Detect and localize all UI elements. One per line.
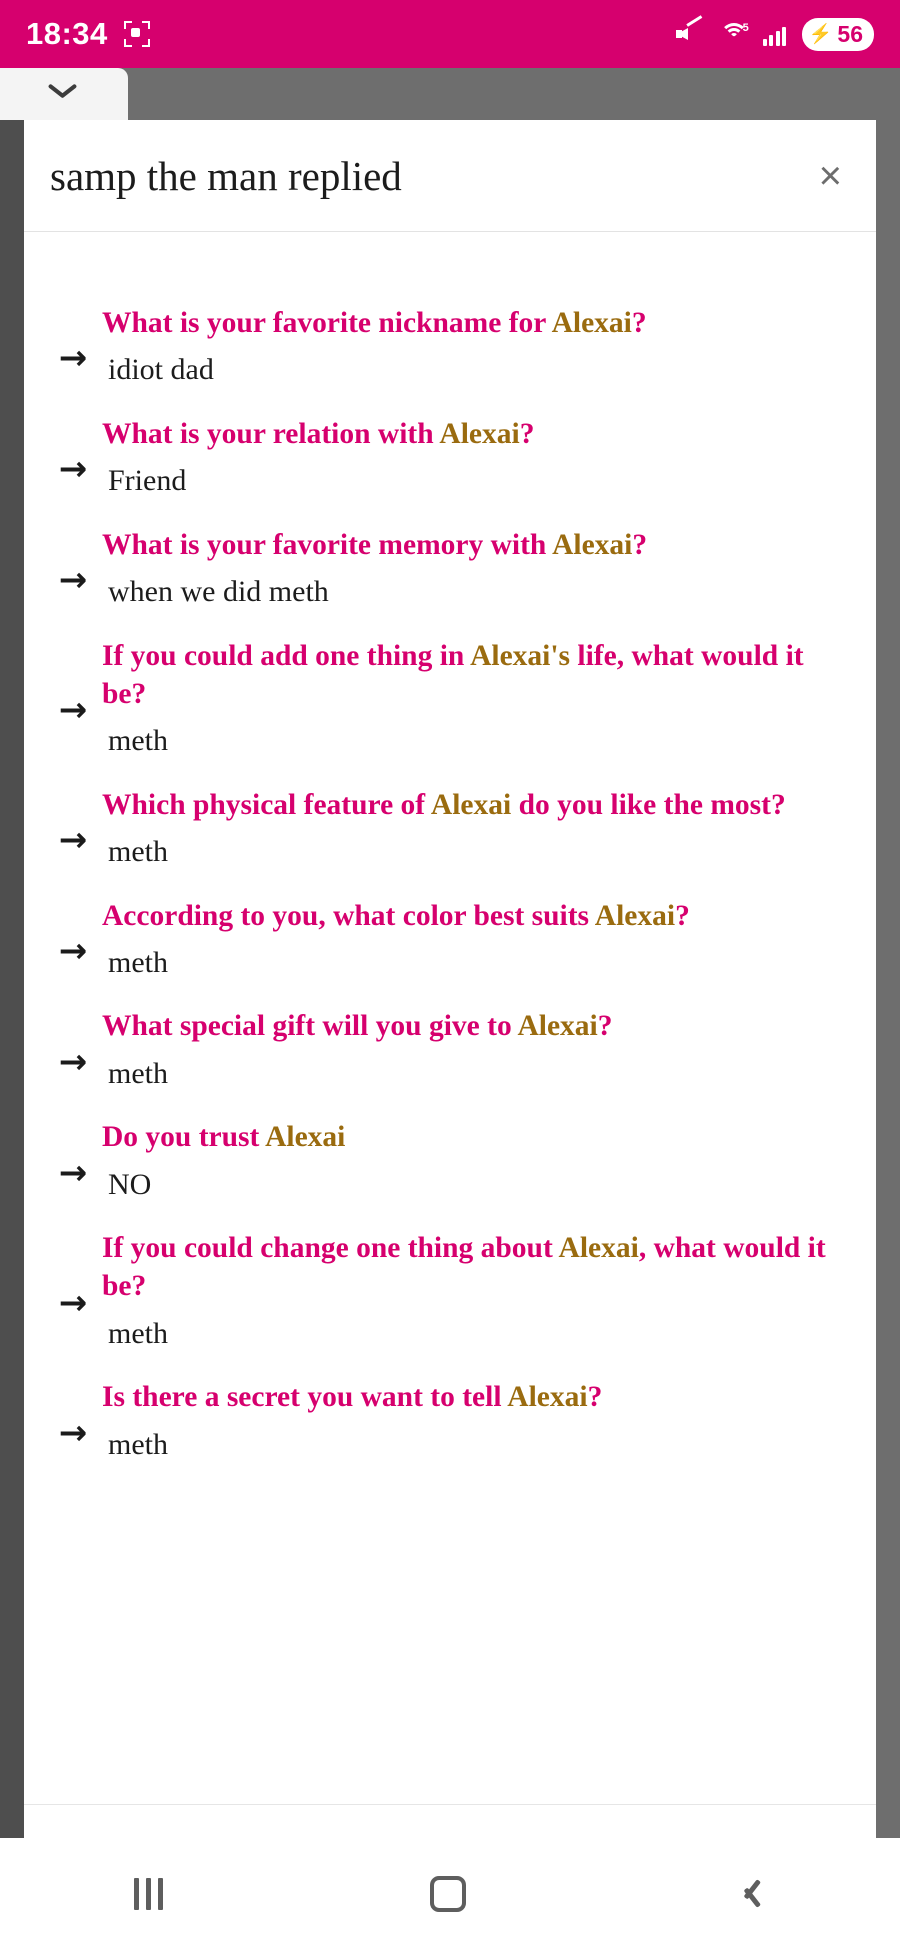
- battery-percent: 56: [837, 20, 863, 47]
- list-item: [44, 1118, 856, 1223]
- question-part-a: What is your relation with: [102, 417, 440, 450]
- arrow-right-icon: →: [58, 930, 88, 971]
- qa-list: [24, 232, 876, 1804]
- left-gutter: [0, 120, 24, 1838]
- chevron-down-icon: [49, 86, 79, 102]
- arrow-right-icon: →: [58, 1041, 88, 1082]
- arrow-column: [44, 526, 102, 631]
- question-text: [102, 1229, 846, 1306]
- arrow-right-icon: →: [58, 560, 88, 601]
- arrow-column: [44, 1229, 102, 1372]
- battery-indicator: [802, 18, 874, 51]
- card-header: [24, 120, 876, 232]
- android-navigation-bar: [0, 1838, 900, 1950]
- status-clock: 18:34: [26, 16, 108, 51]
- question-part-b: life, what would it be?: [102, 639, 804, 710]
- question-part-a: Is there a secret you want to tell: [102, 1381, 508, 1414]
- question-part-a: If you could add one thing in: [102, 639, 471, 672]
- question-part-a: What is your favorite memory with: [102, 528, 553, 561]
- right-gutter: [876, 120, 900, 1838]
- question-part-b: ?: [632, 528, 648, 561]
- back-icon[interactable]: [733, 1877, 767, 1911]
- list-item: [44, 637, 856, 780]
- list-item: [44, 304, 856, 409]
- question-part-a: If you could change one thing about: [102, 1232, 559, 1265]
- qa-body: [102, 897, 856, 1002]
- qa-body: [102, 1118, 856, 1223]
- qa-body: [102, 526, 856, 631]
- qa-body: [102, 637, 856, 780]
- wifi-badge: 5: [742, 22, 749, 34]
- status-bar-right: [675, 18, 874, 51]
- qa-body: [102, 1378, 856, 1483]
- arrow-right-icon: →: [58, 1412, 88, 1453]
- subject-name: Alexai: [594, 899, 676, 932]
- reply-card: [24, 120, 876, 1838]
- status-bar-left: [26, 16, 150, 52]
- arrow-right-icon: →: [58, 449, 88, 490]
- page-viewport: [0, 120, 900, 1838]
- list-item: [44, 1378, 856, 1483]
- question-part-b: , what would it be?: [102, 1232, 826, 1303]
- arrow-right-icon: →: [58, 1152, 88, 1193]
- question-text: [102, 1378, 846, 1416]
- subject-name: Alexai: [517, 1010, 598, 1043]
- question-text: [102, 526, 846, 564]
- question-part-b: ?: [587, 1381, 603, 1414]
- recents-icon[interactable]: [134, 1878, 163, 1910]
- collapse-toolbar-button[interactable]: [0, 68, 128, 120]
- question-text: [102, 304, 846, 342]
- question-part-a: Which physical feature of: [102, 788, 431, 821]
- question-part-b: ?: [631, 307, 647, 339]
- arrow-column: [44, 637, 102, 780]
- question-text: [102, 1007, 846, 1045]
- arrow-column: [44, 897, 102, 1002]
- subject-name: Alexai: [439, 417, 520, 450]
- answer-text: meth: [108, 835, 168, 869]
- volume-mute-icon: [675, 21, 705, 47]
- qa-body: [102, 304, 856, 409]
- arrow-column: [44, 415, 102, 520]
- arrow-column: [44, 1007, 102, 1112]
- list-item: [44, 1229, 856, 1372]
- question-part-a: According to you, what color best suits: [102, 899, 595, 932]
- arrow-column: [44, 1378, 102, 1483]
- answer-text: meth: [108, 1316, 168, 1350]
- arrow-right-icon: →: [58, 690, 88, 731]
- list-item: [44, 1007, 856, 1112]
- answer-text: meth: [108, 1427, 168, 1461]
- arrow-column: [44, 786, 102, 891]
- question-text: [102, 637, 846, 714]
- card-footer: [24, 1804, 876, 1838]
- question-part-b: ?: [675, 899, 690, 932]
- question-part-a: Do you trust: [102, 1121, 266, 1154]
- answer-text: meth: [108, 724, 168, 758]
- wifi-icon: [718, 21, 750, 47]
- subject-name: Alexai: [552, 528, 633, 561]
- subject-name: Alexai: [558, 1232, 639, 1265]
- list-item: [44, 897, 856, 1002]
- arrow-right-icon: →: [58, 338, 88, 379]
- qa-body: [102, 1229, 856, 1372]
- arrow-right-icon: →: [58, 1282, 88, 1323]
- subject-name: Alexai: [551, 307, 632, 339]
- arrow-column: [44, 1118, 102, 1223]
- subject-name: Alexai: [507, 1381, 588, 1414]
- status-bar: [0, 0, 900, 68]
- list-item: [44, 786, 856, 891]
- qa-body: [102, 1007, 856, 1112]
- arrow-right-icon: →: [58, 820, 88, 861]
- list-item: [44, 526, 856, 631]
- page-title: samp the man replied: [50, 152, 402, 199]
- home-icon[interactable]: [430, 1876, 466, 1912]
- question-text: [102, 1118, 846, 1156]
- question-text: [102, 897, 846, 935]
- subject-name: Alexai: [265, 1121, 346, 1154]
- question-text: [102, 415, 846, 453]
- subject-name: Alexai: [430, 788, 512, 821]
- list-item: [44, 415, 856, 520]
- question-part-b: do you like the most?: [511, 788, 786, 821]
- question-text: [102, 786, 846, 824]
- answer-text: meth: [108, 945, 168, 979]
- answer-text: idiot dad: [108, 353, 214, 387]
- answer-text: NO: [108, 1167, 152, 1201]
- qa-body: [102, 786, 856, 891]
- browser-tab-strip: [0, 68, 900, 120]
- screenshot-icon: [124, 21, 150, 47]
- question-part-b: ?: [597, 1010, 613, 1043]
- answer-text: when we did meth: [108, 575, 329, 609]
- question-part-a: What is your favorite nickname for: [102, 307, 552, 339]
- question-part-a: What special gift will you give to: [102, 1010, 518, 1043]
- answer-text: Friend: [108, 464, 187, 498]
- arrow-column: [44, 304, 102, 409]
- close-icon[interactable]: ×: [818, 153, 842, 198]
- answer-text: meth: [108, 1056, 168, 1090]
- subject-name: Alexai's: [470, 639, 571, 672]
- battery-charging-icon: ⚡: [808, 23, 833, 45]
- question-part-b: ?: [519, 417, 535, 450]
- qa-body: [102, 415, 856, 520]
- cellular-signal-icon: [763, 22, 789, 46]
